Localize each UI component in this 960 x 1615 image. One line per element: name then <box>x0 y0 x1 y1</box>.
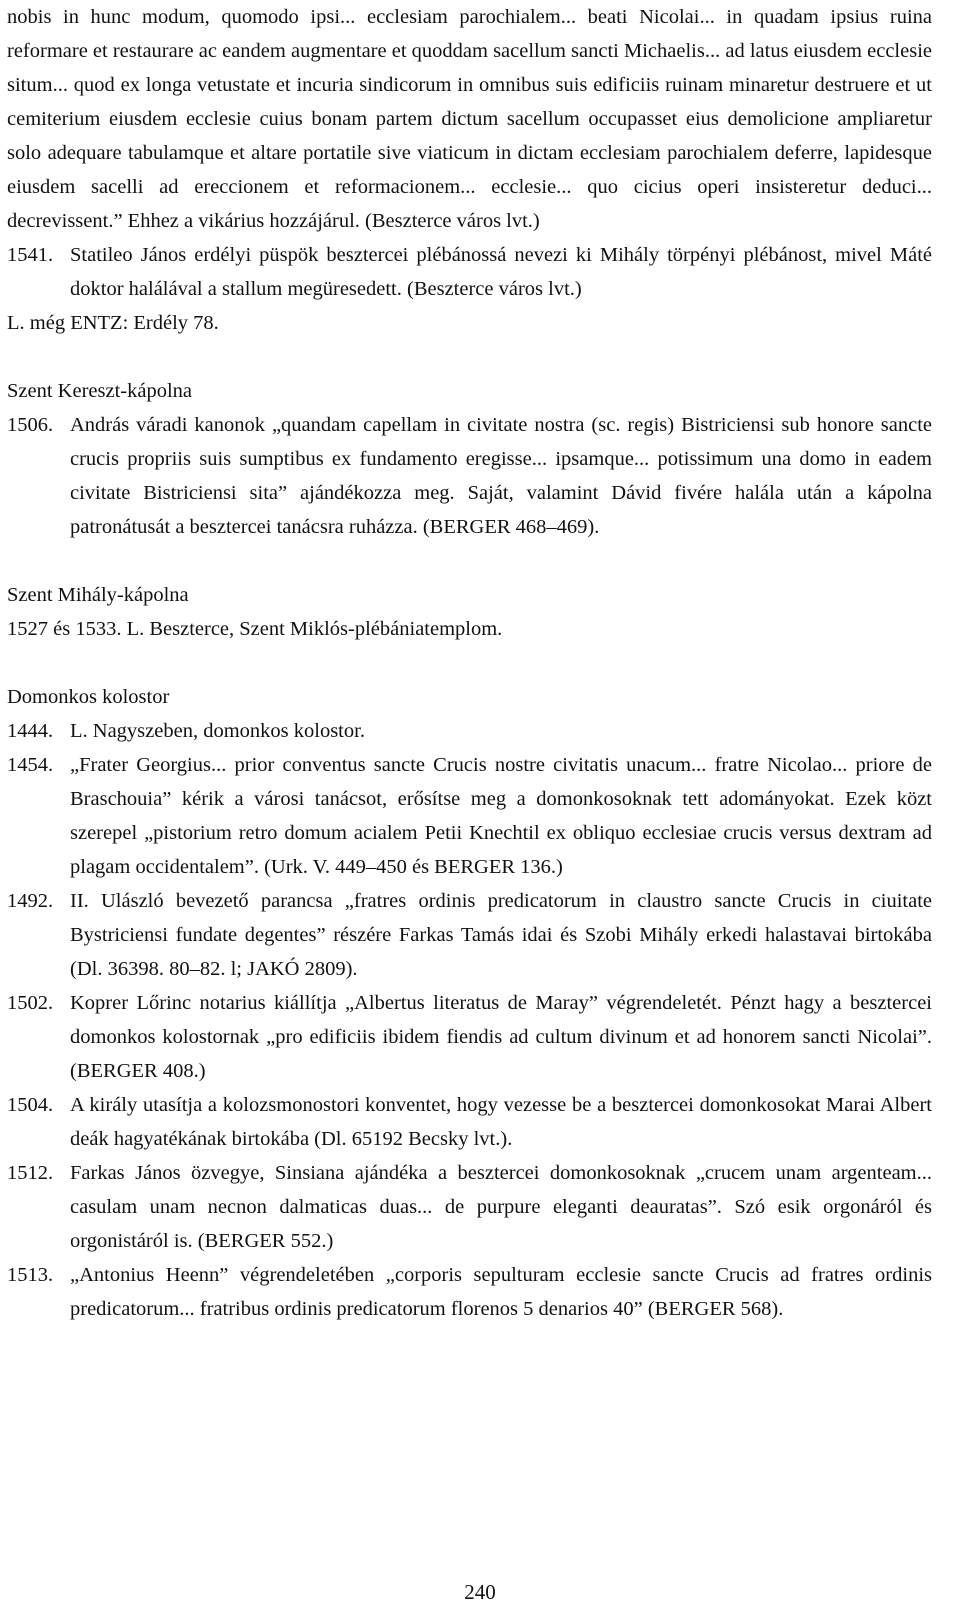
continuation-paragraph: nobis in hunc modum, quomodo ipsi... ecclesiam parochialem... beati Nicolai... in quadam ipsius ruina reformare et restaurare ac eandem augmentare et quoddam sacellum sancti Michaelis... ad latus eiusdem ecclesie situm... quod ex longa vetustate et incuria sindicorum in omnibus suis edificiis ruinam minaretur destruere et ut cemiterium eiusdem ecclesie cuius bonam partem dictum sacellum occupasset eius demolicione ampliaretur solo adequare tabulamque et altare portatile sive viaticum in dictam ecclesiam parochialem deferre, lapidesque eiusdem sacelli ad ereccionem et reformacionem... ecclesie... quo cicius operi insisteretur deduci... decrevissent.” Ehhez a vikárius hozzájárul. (Beszterce város lvt.) <box>7 6 932 232</box>
entry-year: 1541. <box>7 244 54 266</box>
page-number: 240 <box>464 1580 496 1604</box>
entry-1454 <box>7 748 932 884</box>
entry-text: Statileo János erdélyi püspök besztercei plébánossá nevezi ki Mihály törpényi plébánost, mivel Máté doktor halálával a stallum megüresedett. (Beszterce város lvt.) <box>70 244 932 300</box>
section-heading-szent-mihaly: Szent Mihály-kápolna <box>7 584 189 606</box>
entry-text: „Antonius Heenn” végrendeletében „corporis sepulturam ecclesie sancte Crucis ad fratres ordinis predicatorum... fratribus ordinis predicatorum florenos 5 denarios 40” (BERGER 568). <box>70 1264 932 1320</box>
entry-text: „Frater Georgius... prior conventus sancte Crucis nostre civitatis unacum... fratre Nicolao... priore de Braschouia” kérik a városi tanácsot, erősítse meg a domonkosoknak tett adományokat. Ezek közt szerepel „pistorium retro domum acialem Petii Knechtil ex obliquo ecclesiae crucis versus dextram ad plagam occidentalem”. (Urk. V. 449–450 és BERGER 136.) <box>70 754 932 878</box>
entry-year: 1513. <box>7 1264 54 1286</box>
entry-1492 <box>7 884 932 986</box>
entry-1504 <box>7 1088 932 1156</box>
entry-year: 1504. <box>7 1094 54 1116</box>
entry-text: Koprer Lőrinc notarius kiállítja „Albertus literatus de Maray” végrendeletét. Pénzt hagy a besztercei domonkos kolostornak „pro edificiis ibidem fiendis ad cultum divinum et ad honorem sancti Nicolai”. (BERGER 408.) <box>70 992 932 1082</box>
entry-year: 1512. <box>7 1162 54 1184</box>
section-heading-szent-kereszt: Szent Kereszt-kápolna <box>7 380 192 402</box>
entry-1444 <box>7 714 932 748</box>
entry-year: 1492. <box>7 890 54 912</box>
entry-1512 <box>7 1156 932 1258</box>
document-page <box>7 0 932 1326</box>
entry-year: 1444. <box>7 720 54 742</box>
entry-text: András váradi kanonok „quandam capellam in civitate nostra (sc. regis) Bistriciensi sub honore sancte crucis propriis suis sumptibus ex fundamento eregisse... ipsamque... potissimum una domo in eadem civitate Bistriciensi sita” ajándékozza meg. Saját, valamint Dávid fivére halála után a kápolna patronátusát a besztercei tanácsra ruházza. (BERGER 468–469). <box>70 414 932 538</box>
entry-year: 1502. <box>7 992 54 1014</box>
entry-1506 <box>7 408 932 544</box>
entry-text: II. Ulászló bevezető parancsa „fratres ordinis predicatorum in claustro sancte Crucis in ciuitate Bystriciensi fundate degentes” részére Farkas Tamás idai és Szobi Mihály erkedi halastavai birtokába (Dl. 36398. 80–82. l; JAKÓ 2809). <box>70 890 932 980</box>
entry-1513 <box>7 1258 932 1326</box>
entry-1541 <box>7 238 932 306</box>
entry-1502 <box>7 986 932 1088</box>
entry-text: A király utasítja a kolozsmonostori konventet, hogy vezesse be a besztercei domonkosokat Marai Albert deák hagyatékának birtokába (Dl. 65192 Becsky lvt.). <box>70 1094 932 1150</box>
entry-year: 1506. <box>7 414 54 436</box>
entry-text: L. Nagyszeben, domonkos kolostor. <box>70 720 365 742</box>
entry-text: Farkas János özvegye, Sinsiana ajándéka a besztercei domonkosoknak „crucem unam argenteam... casulam unam necnon dalmaticas duas... de purpure eleganti deauratas”. Szó esik orgonáról és orgonistáról is. (BERGER 552.) <box>70 1162 932 1252</box>
entry-year: 1454. <box>7 754 54 776</box>
cross-reference-line: 1527 és 1533. L. Beszterce, Szent Miklós-plébániatemplom. <box>7 618 503 640</box>
see-also-note: L. még ENTZ: Erdély 78. <box>7 312 219 334</box>
section-heading-domonkos: Domonkos kolostor <box>7 686 170 708</box>
